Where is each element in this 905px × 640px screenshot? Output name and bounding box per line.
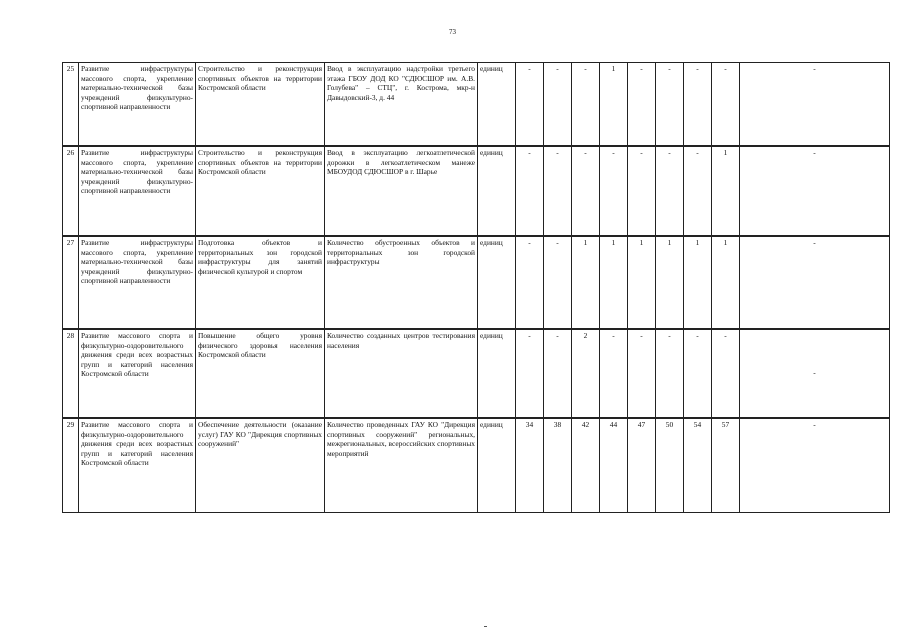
value-cell: - xyxy=(628,63,656,145)
indicator-cell: Ввод в эксплуатацию легкоатлетической дорожки в легкоатлетическом манеже МБОУДОД СДЮСШОР в г. Шарье xyxy=(325,147,478,235)
value-cell: - xyxy=(544,147,572,235)
value-cell: - xyxy=(544,63,572,145)
value-cell: 50 xyxy=(656,419,684,512)
goal-cell: Развитие массового спорта и физкультурно-оздоровительного движения среди всех возрастных групп и категорий населения Костромской области xyxy=(79,330,196,417)
table-row xyxy=(62,236,890,329)
value-cell: 2 xyxy=(572,330,600,417)
value-cell: 1 xyxy=(628,237,656,328)
value-cell: - xyxy=(684,147,712,235)
indicator-cell: Ввод в эксплуатацию надстройки третьего этажа ГБОУ ДОД КО "СДЮСШОР им. А.В. Голубева" – СТЦ", г. Кострома, мкр-н Давыдовский-3, д. 44 xyxy=(325,63,478,145)
indicators-table xyxy=(62,62,890,513)
value-cell: - xyxy=(600,330,628,417)
goal-cell: Развитие инфраструктуры массового спорта, укрепление материально-технической базы учреждений физкультурно-спортивной направленности xyxy=(79,147,196,235)
value-cell: 1 xyxy=(684,237,712,328)
note-cell: - xyxy=(813,420,816,429)
value-cell: - xyxy=(600,147,628,235)
value-cell: - xyxy=(628,330,656,417)
value-cell: - xyxy=(516,237,544,328)
value-cell: 1 xyxy=(600,237,628,328)
value-cell: 44 xyxy=(600,419,628,512)
indicator-cell: Количество обустроенных объектов и территориальных зон городской инфраструктуры xyxy=(325,237,478,328)
table-row xyxy=(62,146,890,236)
value-cell: - xyxy=(656,63,684,145)
unit-cell: единиц xyxy=(478,147,516,235)
note-cell: - xyxy=(813,148,816,157)
value-cell: - xyxy=(572,147,600,235)
table-row xyxy=(62,418,890,513)
value-cell: 1 xyxy=(712,147,740,235)
value-cell: 47 xyxy=(628,419,656,512)
value-cell: 34 xyxy=(516,419,544,512)
page-number: 73 xyxy=(449,28,456,36)
value-cell: - xyxy=(572,63,600,145)
goal-cell: Развитие инфраструктуры массового спорта, укрепление материально-технической базы учреждений физкультурно-спортивной направленности xyxy=(79,63,196,145)
value-cell: - xyxy=(656,330,684,417)
note-value: - xyxy=(813,368,816,377)
goal-cell: Развитие массового спорта и физкультурно-оздоровительного движения среди всех возрастных групп и категорий населения Костромской области xyxy=(79,419,196,512)
task-cell: Строительство и реконструкция спортивных объектов на территории Костромской области xyxy=(196,147,325,235)
value-cell: - xyxy=(516,147,544,235)
task-cell: Подготовка объектов и территориальных зон городской инфраструктуры для занятий физической культурой и спортом xyxy=(196,237,325,328)
value-cell: - xyxy=(684,330,712,417)
task-cell: Обеспечение деятельности (оказание услуг) ГАУ КО "Дирекция спортивных сооружений" xyxy=(196,419,325,512)
value-cell: - xyxy=(544,237,572,328)
table-row xyxy=(62,329,890,418)
value-cell: - xyxy=(712,330,740,417)
unit-cell: единиц xyxy=(478,330,516,417)
value-cell: - xyxy=(712,63,740,145)
value-cell: 38 xyxy=(544,419,572,512)
row-number: 28 xyxy=(63,330,79,417)
value-cell: 42 xyxy=(572,419,600,512)
row-number: 29 xyxy=(63,419,79,512)
scan-speck xyxy=(484,626,487,627)
row-number: 26 xyxy=(63,147,79,235)
task-cell: Строительство и реконструкция спортивных объектов на территории Костромской области xyxy=(196,63,325,145)
table-row xyxy=(62,62,890,146)
unit-cell: единиц xyxy=(478,63,516,145)
value-cell: 54 xyxy=(684,419,712,512)
row-number: 27 xyxy=(63,237,79,328)
value-cell: - xyxy=(656,147,684,235)
value-cell: 57 xyxy=(712,419,740,512)
note-cell xyxy=(740,330,889,417)
note-cell: - xyxy=(813,238,816,247)
row-number: 25 xyxy=(63,63,79,145)
value-cell: - xyxy=(628,147,656,235)
indicator-cell: Количество созданных центров тестирования населения xyxy=(325,330,478,417)
unit-cell: единиц xyxy=(478,237,516,328)
value-cell: 1 xyxy=(712,237,740,328)
value-cell: - xyxy=(544,330,572,417)
unit-cell: единиц xyxy=(478,419,516,512)
value-cell: 1 xyxy=(600,63,628,145)
value-cell: 1 xyxy=(656,237,684,328)
value-cell: - xyxy=(516,330,544,417)
indicator-cell: Количество проведенных ГАУ КО "Дирекция спортивных сооружений" региональных, межрегиональных, всероссийских спортивных мероприятий xyxy=(325,419,478,512)
note-cell: - xyxy=(813,64,816,73)
task-cell: Повышение общего уровня физического здоровья населения Костромской области xyxy=(196,330,325,417)
value-cell: - xyxy=(684,63,712,145)
goal-cell: Развитие инфраструктуры массового спорта, укрепление материально-технической базы учреждений физкультурно-спортивной направленности xyxy=(79,237,196,328)
value-cell: - xyxy=(516,63,544,145)
value-cell: 1 xyxy=(572,237,600,328)
